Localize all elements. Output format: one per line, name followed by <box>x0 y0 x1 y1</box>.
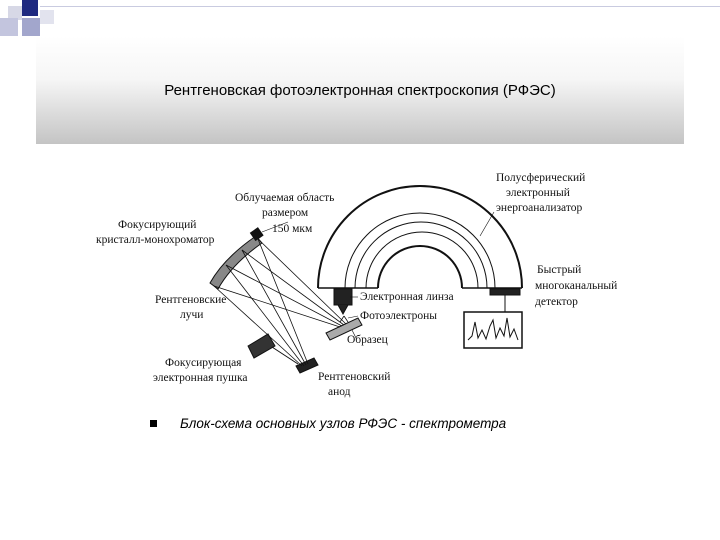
label-focusing-crystal-2: кристалл-монохроматор <box>96 234 215 246</box>
label-sample: Образец <box>347 334 388 346</box>
leader-photoelectrons <box>348 316 358 318</box>
label-xray-beams-2: лучи <box>180 309 204 321</box>
focusing-crystal <box>210 236 262 289</box>
slide-title: Рентгеновская фотоэлектронная спектроскопия (РФЭС) <box>164 82 556 99</box>
detector-spectrum <box>468 318 518 340</box>
analyzer-inner-wall <box>378 246 462 288</box>
photoelectron-path-2 <box>344 316 348 322</box>
lens-nozzle <box>338 305 348 314</box>
label-electron-gun-1: Фокусирующая <box>165 357 242 369</box>
square-bullet-icon <box>150 420 157 427</box>
label-irradiated-area-3: 150 мкм <box>272 223 313 235</box>
label-detector-1: Быстрый <box>537 264 582 276</box>
detector-element <box>490 289 520 295</box>
label-xray-beams-1: Рентгеновские <box>155 294 227 306</box>
xray-path-8 <box>258 239 346 324</box>
label-xray-anode-1: Рентгеновский <box>318 371 391 383</box>
label-focusing-crystal-1: Фокусирующий <box>118 219 197 231</box>
label-irradiated-area-1: Облучаемая область <box>235 192 335 204</box>
electron-lens <box>334 289 352 305</box>
leader-analyzer <box>480 212 494 236</box>
label-analyzer-1: Полусферический <box>496 172 586 184</box>
label-detector-2: многоканальный <box>535 280 618 292</box>
label-analyzer-2: электронный <box>506 187 570 199</box>
label-electron-gun-2: электронная пушка <box>153 372 248 384</box>
label-xray-anode-2: анод <box>328 386 351 398</box>
label-photoelectrons: Фотоэлектроны <box>360 310 438 322</box>
diagram-caption: Блок-схема основных узлов РФЭС - спектрометра <box>180 416 507 431</box>
label-detector-3: детектор <box>535 296 578 308</box>
label-electron-lens: Электронная линза <box>360 291 454 303</box>
analyzer-outer-wall <box>318 186 522 288</box>
label-irradiated-area-2: размером <box>262 207 309 219</box>
label-analyzer-3: энергоанализатор <box>496 202 583 214</box>
electron-beam <box>272 347 298 364</box>
